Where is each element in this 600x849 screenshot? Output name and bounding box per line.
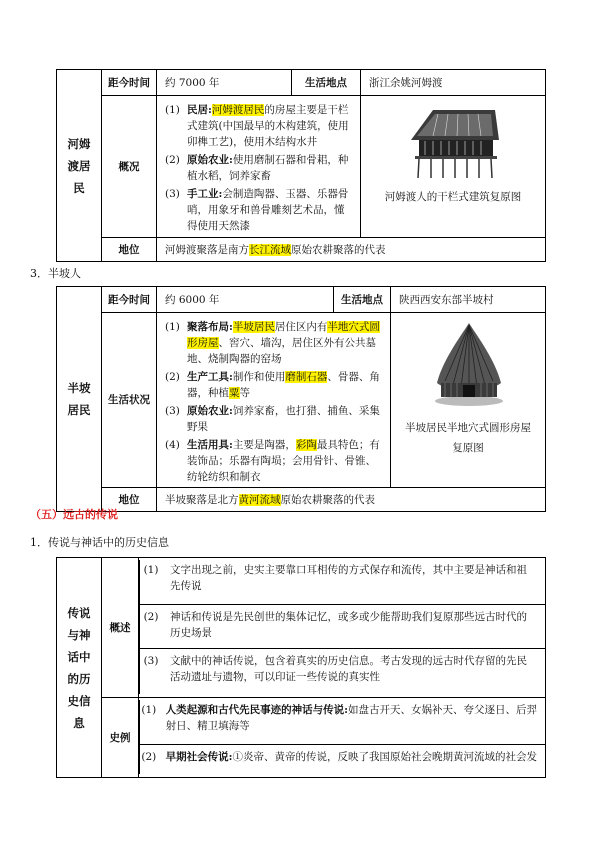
place-value: 浙江余姚河姆渡 — [361, 70, 546, 96]
place-label: 生活地点 — [292, 70, 361, 96]
banpo-name: 半坡居民 — [67, 381, 91, 417]
list-item: (3) 手工业:会制造陶器、玉器、乐器骨哨，用象牙和兽骨雕刻艺术品，懂得使用天然漆 — [165, 188, 349, 232]
legend-examples: (1) 人类起源和古代先民事迹的神话与传说:如盘古开天、女娲补天、夸父逐日、后羿射日、精卫填海等 (2) 早期社会传说:①炎帝、黄帝的传说，反映了我国原始社会晚期黄河流域的社会发 — [139, 698, 546, 778]
legend-table — [56, 557, 546, 778]
legend-name: 传说与神话中的历史信息 — [67, 605, 91, 730]
banpo-table — [56, 286, 546, 512]
hemudu-name: 河姆渡居民 — [67, 136, 91, 195]
list-item: (1) 聚落布局:半坡居民居住区内有半地穴式圆形房屋、窖穴、墙沟，居住区外有公共墓地、烧制陶器的窑场 — [165, 321, 380, 365]
banpo-caption: 半坡居民半地穴式圆形房屋复原图 — [405, 422, 531, 454]
examples-label: 史例 — [102, 698, 139, 778]
banpo-heading: 3．半坡人 — [30, 267, 81, 280]
hemudu-caption: 河姆渡人的干栏式建筑复原图 — [384, 191, 522, 203]
hemudu-overview — [157, 96, 361, 238]
list-item: (2) 原始农业:使用磨制石器和骨耜，种植水稻，饲养家畜 — [165, 154, 349, 182]
place-value: 陕西西安东部半坡村 — [391, 287, 546, 313]
time-label: 距今时间 — [102, 287, 157, 313]
banpo-name-cell — [57, 287, 102, 512]
hemudu-image-cell — [361, 96, 546, 238]
hemudu-status: 河姆渡聚落是南方长江流域原始农耕聚落的代表 — [157, 238, 546, 262]
time-value: 约 6000 年 — [157, 287, 334, 313]
hemudu-table — [56, 69, 546, 262]
section-title: （五）远古的传说 — [30, 508, 118, 521]
legend-name-cell — [57, 558, 102, 778]
time-value: 约 7000 年 — [157, 70, 292, 96]
overview-label: 概况 — [102, 96, 157, 238]
list-item: (4) 生活用具:主要是陶器，彩陶最具特色；有装饰品；乐器有陶埙；会用骨针、骨锥、纺轮纺织和制衣 — [165, 439, 380, 483]
banpo-status: 半坡聚落是北方黄河流域原始农耕聚落的代表 — [157, 488, 546, 512]
place-label: 生活地点 — [334, 287, 391, 313]
banpo-image-cell — [391, 313, 546, 488]
list-item: (2) 生产工具:制作和使用磨制石器、骨器、角器，种植粟等 — [165, 371, 380, 399]
subsection-title: 1．传说与神话中的历史信息 — [30, 536, 169, 549]
banpo-life — [157, 313, 391, 488]
life-label: 生活状况 — [102, 313, 157, 488]
list-item: (1) 民居:河姆渡居民的房屋主要是干栏式建筑(中国最早的木构建筑，使用卯榫工艺)，使用木结构水井 — [165, 104, 349, 148]
status-label: 地位 — [102, 488, 157, 512]
overview-label: 概述 — [102, 558, 139, 698]
status-label: 地位 — [102, 238, 157, 262]
round-hut-illustration — [423, 319, 513, 409]
stilt-house-illustration — [403, 104, 503, 182]
time-label: 距今时间 — [102, 70, 157, 96]
legend-overview: (1) 文字出现之前，史实主要靠口耳相传的方式保存和流传，其中主要是神话和祖先传说 (2) 神话和传说是先民创世的集体记忆，或多或少能帮助我们复原那些远古时代的历史场景 (3) 文献中的神话传说，包含着真实的历史信息。考古发现的远古时代存留的先民活动遗址与遗物，可以印证一些传说的真实性 — [139, 558, 546, 698]
hemudu-name-cell — [57, 70, 102, 262]
list-item: (3) 原始农业:饲养家畜，也打猎、捕鱼、采集野果 — [165, 405, 380, 433]
